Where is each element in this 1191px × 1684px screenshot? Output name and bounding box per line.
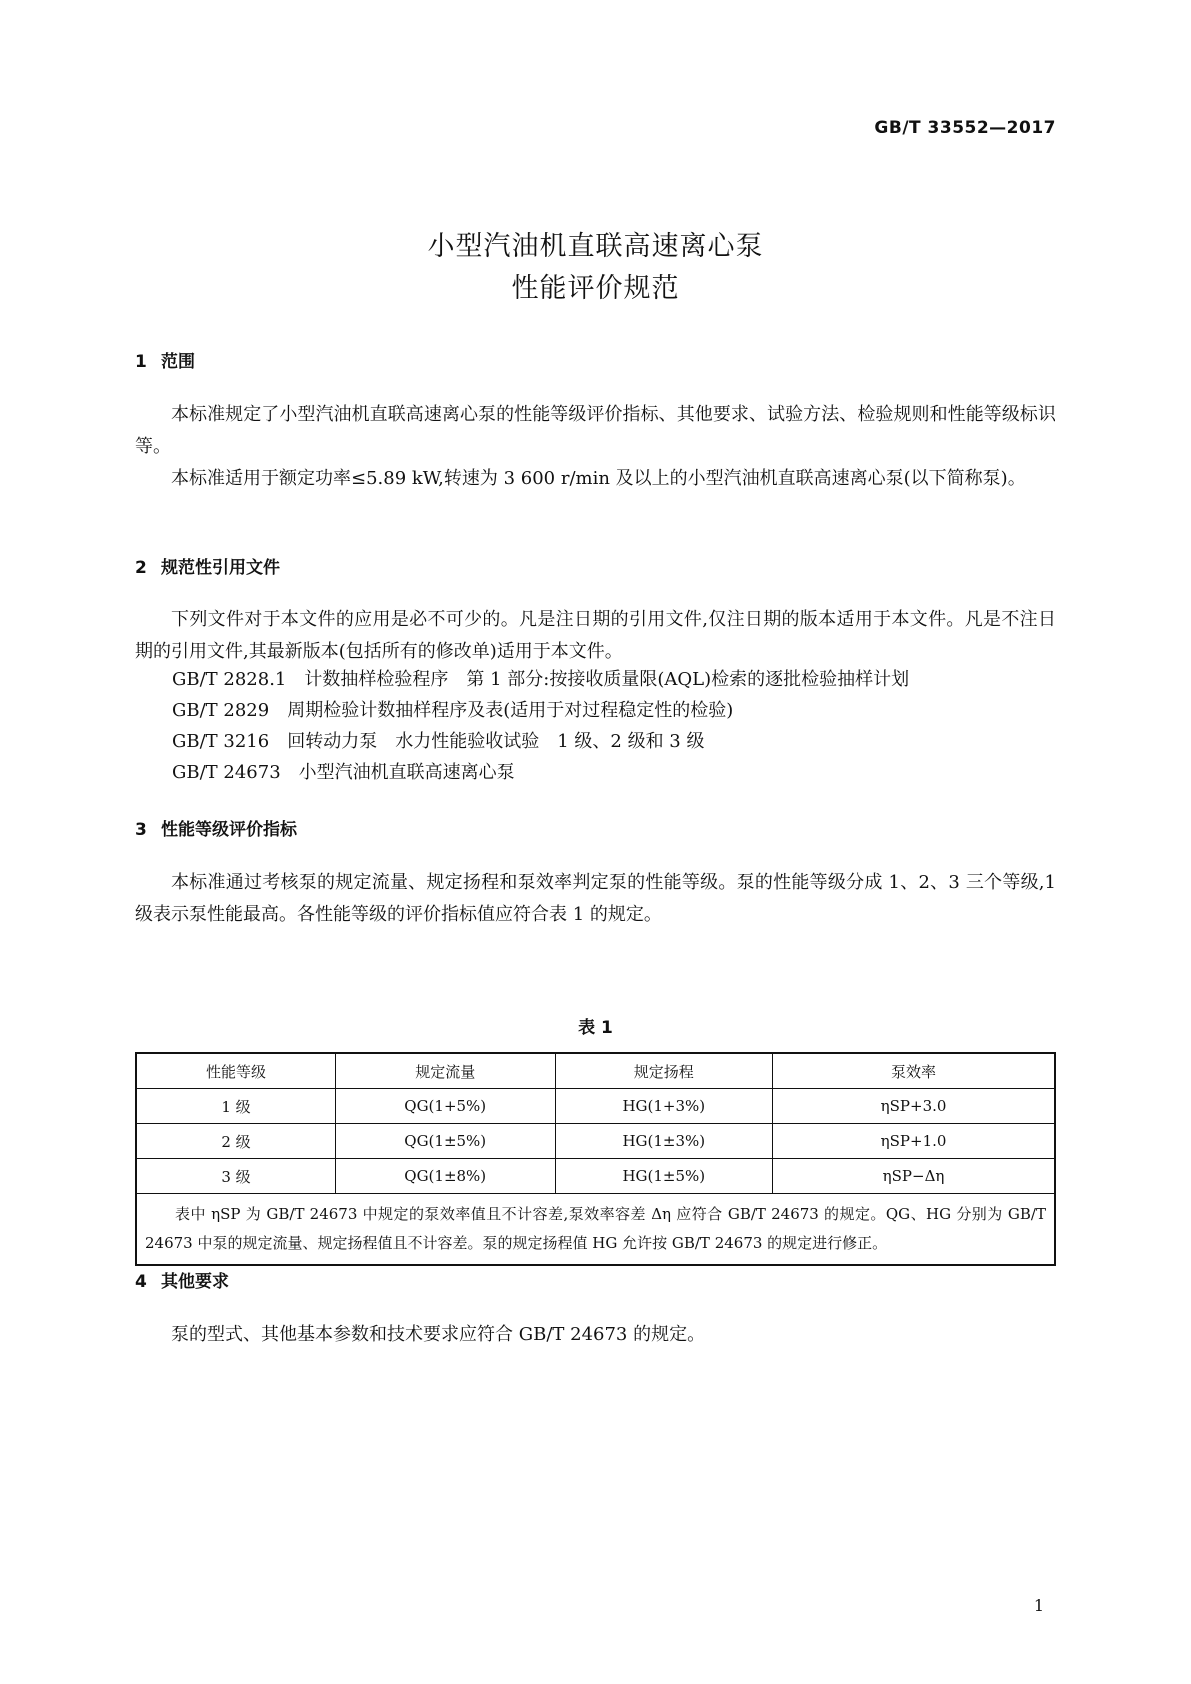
section-number: 4	[135, 1272, 147, 1292]
paragraph: 下列文件对于本文件的应用是必不可少的。凡是注日期的引用文件,仅注日期的版本适用于本文件。凡是不注日期的引用文件,其最新版本(包括所有的修改单)适用于本文件。	[135, 609, 1056, 662]
reference-code: GB/T 2829	[172, 700, 270, 721]
reference-item	[172, 726, 909, 757]
page-number: 1	[1033, 1596, 1044, 1615]
section-2-heading	[135, 553, 280, 578]
document-title	[0, 226, 1191, 310]
table-cell: HG(1±3%)	[555, 1124, 773, 1159]
standard-number: GB/T 33552—2017	[874, 118, 1056, 138]
header-cell: 性能等级	[136, 1053, 335, 1089]
table-cell: HG(1+3%)	[555, 1089, 773, 1124]
section-number: 1	[135, 352, 147, 372]
paragraph: 本标准通过考核泵的规定流量、规定扬程和泵效率判定泵的性能等级。泵的性能等级分成 1、2、3 三个等级,1 级表示泵性能最高。各性能等级的评价指标值应符合表 1 的规定。	[135, 872, 1056, 925]
section-title: 性能等级评价指标	[161, 820, 297, 840]
reference-title: 计数抽样检验程序 第 1 部分:按接收质量限(AQL)检索的逐批检验抽样计划	[304, 669, 910, 690]
section-title: 范围	[161, 352, 195, 372]
section-2-body	[135, 604, 1056, 668]
reference-title: 周期检验计数抽样程序及表(适用于对过程稳定性的检验)	[287, 700, 734, 721]
table-cell: ηSP+1.0	[773, 1124, 1055, 1159]
section-title: 其他要求	[161, 1272, 229, 1292]
table-cell: 2 级	[136, 1124, 335, 1159]
title-line-1: 小型汽油机直联高速离心泵	[427, 231, 764, 262]
section-3-heading	[135, 815, 297, 840]
title-line-2: 性能评价规范	[511, 273, 680, 304]
table-cell: QG(1±8%)	[335, 1159, 555, 1194]
section-4-body	[135, 1319, 1056, 1351]
reference-list	[172, 664, 909, 788]
reference-code: GB/T 24673	[172, 762, 281, 783]
table-cell: ηSP+3.0	[773, 1089, 1055, 1124]
table-cell: QG(1+5%)	[335, 1089, 555, 1124]
section-4-heading	[135, 1267, 229, 1292]
table-note-row	[136, 1194, 1055, 1266]
table-cell: 3 级	[136, 1159, 335, 1194]
table-cell: HG(1±5%)	[555, 1159, 773, 1194]
header-cell: 规定流量	[335, 1053, 555, 1089]
paragraph: 本标准适用于额定功率≤5.89 kW,转速为 3 600 r/min 及以上的小型汽油机直联高速离心泵(以下简称泵)。	[171, 468, 1026, 489]
reference-item	[172, 664, 909, 695]
header-cell: 规定扬程	[555, 1053, 773, 1089]
reference-title: 回转动力泵 水力性能验收试验 1 级、2 级和 3 级	[287, 731, 705, 752]
performance-table	[135, 1052, 1056, 1266]
section-3-body	[135, 867, 1056, 931]
reference-item	[172, 695, 909, 726]
paragraph: 泵的型式、其他基本参数和技术要求应符合 GB/T 24673 的规定。	[171, 1324, 706, 1345]
table-row	[136, 1159, 1055, 1194]
reference-item	[172, 757, 909, 788]
section-number: 2	[135, 558, 147, 578]
reference-title: 小型汽油机直联高速离心泵	[298, 762, 515, 783]
table-header-row	[136, 1053, 1055, 1089]
reference-code: GB/T 2828.1	[172, 669, 287, 690]
section-number: 3	[135, 820, 147, 840]
paragraph: 本标准规定了小型汽油机直联高速离心泵的性能等级评价指标、其他要求、试验方法、检验规则和性能等级标识等。	[135, 404, 1056, 457]
table-note: 表中 ηSP 为 GB/T 24673 中规定的泵效率值且不计容差,泵效率容差 Δη 应符合 GB/T 24673 的规定。QG、HG 分别为 GB/T 24673 中泵的规定流量、规定扬程值且不计容差。泵的规定扬程值 HG 允许按 GB/T 24673 的规定进行修正。	[136, 1194, 1055, 1266]
table-cell: ηSP−Δη	[773, 1159, 1055, 1194]
table-cell: 1 级	[136, 1089, 335, 1124]
section-1-body	[135, 399, 1056, 495]
section-title: 规范性引用文件	[161, 558, 280, 578]
table-caption: 表 1	[578, 1018, 613, 1038]
reference-code: GB/T 3216	[172, 731, 270, 752]
header-cell: 泵效率	[773, 1053, 1055, 1089]
section-1-heading	[135, 347, 195, 372]
table-row	[136, 1089, 1055, 1124]
table-row	[136, 1124, 1055, 1159]
table-cell: QG(1±5%)	[335, 1124, 555, 1159]
